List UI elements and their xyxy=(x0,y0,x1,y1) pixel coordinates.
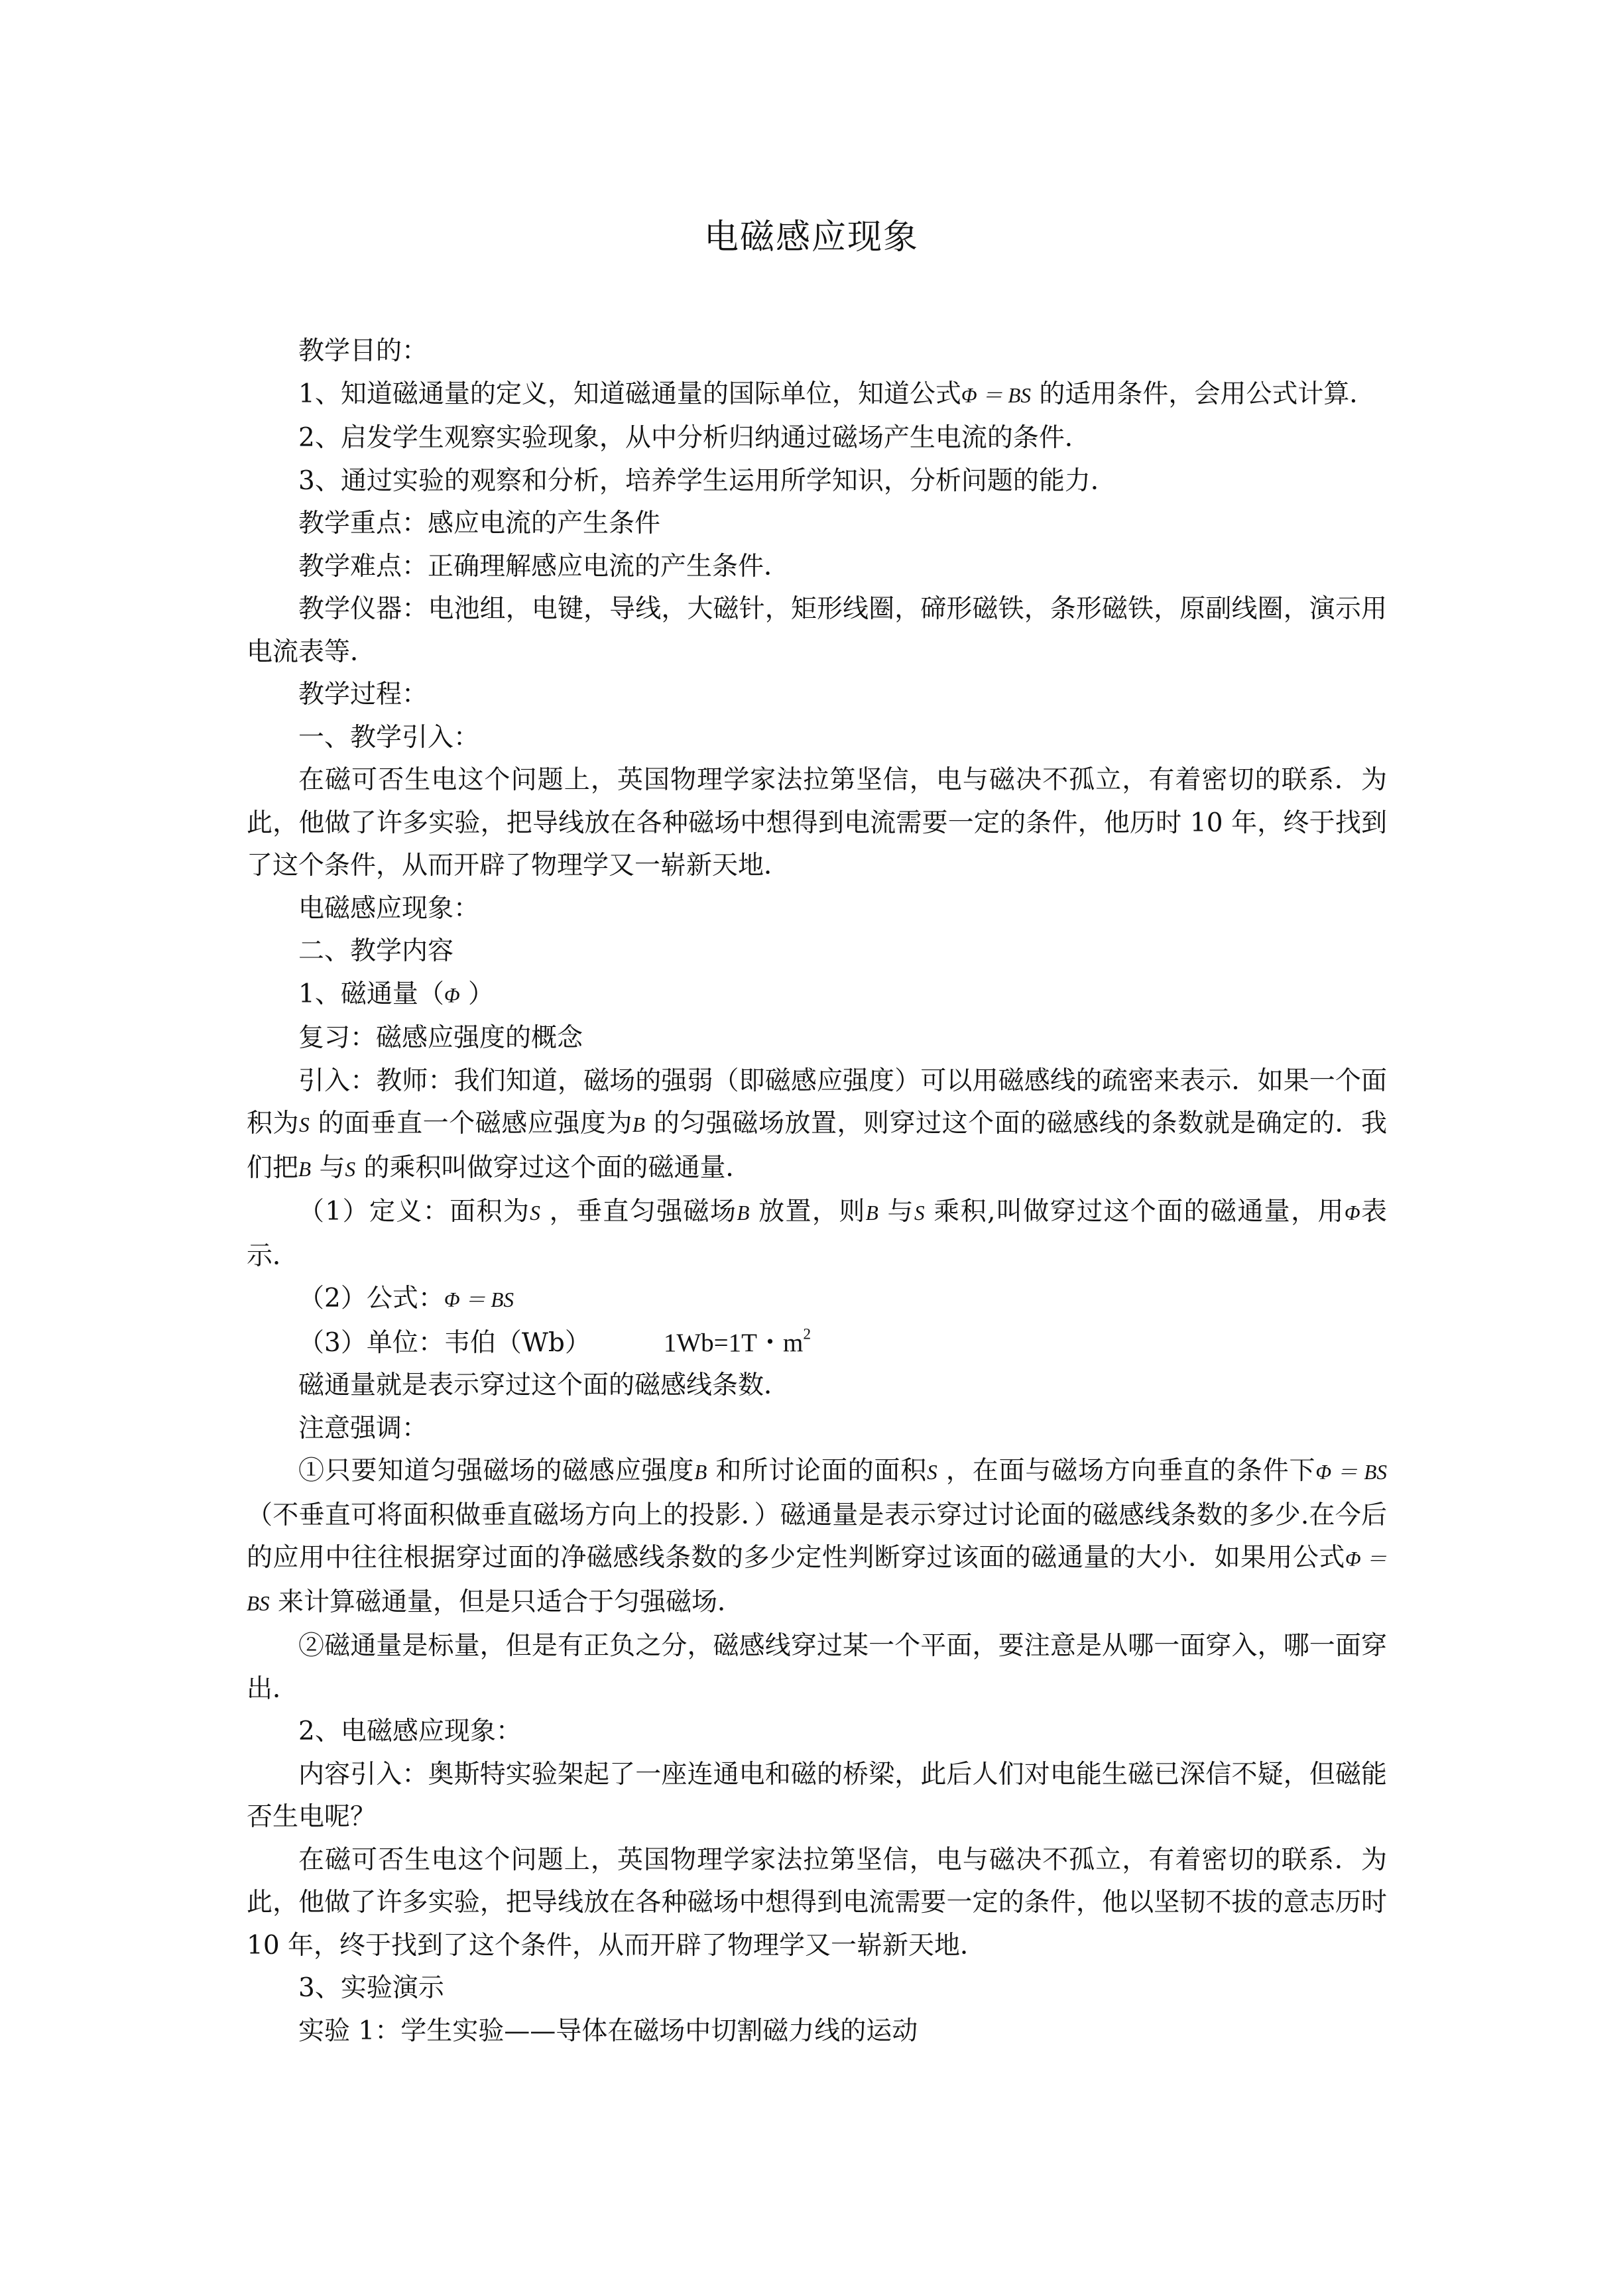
intro-paragraph: 在磁可否生电这个问题上，英国物理学家法拉第坚信，电与磁决不孤立，有着密切的联系．为此，他做了许多实验，把导线放在各种磁场中想得到电流需要一定的条件，他历时 10 年，终于找到了这个条件，从而开辟了物理学又一崭新天地． xyxy=(247,765,1387,880)
def-phi: Φ xyxy=(1344,1201,1360,1225)
def-a: （1）定义：面积为 xyxy=(298,1197,530,1227)
unit-label: （3）单位：韦伯（Wb） xyxy=(298,1327,591,1358)
em-heading: 电磁感应现象： xyxy=(298,893,480,924)
def-b2: B xyxy=(865,1201,878,1225)
demo-heading: 3、实验演示 xyxy=(298,1973,444,2003)
flux-heading-b: ） xyxy=(459,979,494,1009)
em-section-heading: 2、电磁感应现象： xyxy=(298,1717,522,1746)
definition xyxy=(247,1191,1387,1278)
review: 复习：磁感应强度的概念 xyxy=(298,1023,583,1053)
experiment-1: 实验 1：学生实验——导体在磁场中切割磁力线的运动 xyxy=(298,2016,918,2046)
lead-s2: S xyxy=(345,1157,356,1181)
aim1-text-a: 1、知道磁通量的定义，知道磁通量的国际单位，知道公式 xyxy=(298,379,961,409)
content-intro: 内容引入：奥斯特实验架起了一座连通电和磁的桥梁，此后人们对电能生磁已深信不疑，但磁能否生电呢？ xyxy=(247,1759,1387,1832)
lead-b2: B xyxy=(298,1157,312,1181)
note1-formula-1: Φ ＝ BS xyxy=(1315,1461,1387,1484)
lead-d: 与 xyxy=(311,1152,345,1183)
document-body xyxy=(247,330,1387,2053)
lead-e: 的乘积叫做穿过这个面的磁通量． xyxy=(355,1152,752,1183)
lead-c: 的匀强磁场放置，则穿过这个面的磁感线的条数就是确定的．我们把 xyxy=(247,1109,1387,1183)
lead-a: 引入：教师：我们知道，磁场的强弱（即磁感应强度）可以用磁感线的疏密来表示．如果一个面积为 xyxy=(247,1065,1387,1138)
note-2: ②磁通量是标量，但是有正负之分，磁感线穿过某一个平面，要注意是从哪一面穿入，哪一面穿出． xyxy=(247,1631,1387,1704)
unit-line xyxy=(247,1322,1387,1365)
formula: Φ ＝ BS xyxy=(444,1288,514,1311)
def-s1: S xyxy=(530,1201,540,1225)
faraday-paragraph: 在磁可否生电这个问题上，英国物理学家法拉第坚信，电与磁决不孤立，有着密切的联系．为此，他做了许多实验，把导线放在各种磁场中想得到电流需要一定的条件，他以坚韧不拔的意志历时 10 年，终于找到了这个条件，从而开辟了物理学又一崭新天地． xyxy=(247,1844,1387,1961)
note-heading: 注意强调： xyxy=(298,1413,428,1443)
note1-formula-2: Φ ＝ BS xyxy=(247,1547,1387,1615)
intro-heading: 一、教学引入： xyxy=(298,722,480,753)
def-b: ，垂直匀强磁场 xyxy=(540,1197,737,1227)
def-b1: B xyxy=(737,1201,750,1225)
note1-e: 来计算磁通量，但是只适合于匀强磁场． xyxy=(269,1587,744,1617)
difficulty: 教学难点：正确理解感应电流的产生条件． xyxy=(298,551,790,581)
flux-symbol: Φ xyxy=(444,983,460,1007)
def-d: 与 xyxy=(878,1197,914,1227)
note1-a: ①只要知道匀强磁场的磁感应强度 xyxy=(298,1456,695,1486)
aim1-text-b: 的适用条件，会用公式计算． xyxy=(1031,379,1376,409)
def-c: 放置，则 xyxy=(749,1197,866,1227)
aim-item-3: 3、通过实验的观察和分析，培养学生运用所学知识，分析问题的能力． xyxy=(298,465,1116,496)
aim1-formula: Φ ＝ BS xyxy=(961,383,1031,407)
note1-c: ，在面与磁场方向垂直的条件下 xyxy=(937,1456,1316,1486)
note1-d: （不垂直可将面积做垂直磁场方向上的投影．）磁通量是表示穿过讨论面的磁感线条数的多少.在今后的应用中往往根据穿过面的净磁感线条数的多少定性判断穿过该面的磁通量的大小．如果用公式 xyxy=(247,1500,1387,1573)
instruments: 教学仪器：电池组，电键，导线，大磁针，矩形线圈，碲形磁铁，条形磁铁，原副线圈，演示用电流表等． xyxy=(247,594,1387,667)
note1-s-symbol: S xyxy=(927,1461,937,1484)
key-point: 教学重点：感应电流的产生条件 xyxy=(298,509,661,538)
aim-item-1 xyxy=(247,373,1387,418)
flux-heading xyxy=(247,973,1387,1018)
aim-item-2: 2、启发学生观察实验现象，从中分析归纳通过磁场产生电流的条件． xyxy=(298,423,1091,453)
page-title: 电磁感应现象 xyxy=(703,217,919,257)
content-heading: 二、教学内容 xyxy=(298,936,454,966)
process-heading: 教学过程： xyxy=(298,680,428,709)
def-e: 乘积,叫做穿过这个面的磁通量，用 xyxy=(924,1197,1345,1227)
note-1 xyxy=(247,1450,1387,1625)
def-s2: S xyxy=(914,1201,925,1225)
note1-b-symbol: B xyxy=(694,1461,707,1484)
lead-s1: S xyxy=(299,1113,310,1136)
note1-b: 和所讨论面的面积 xyxy=(707,1456,928,1486)
flux-heading-a: 1、磁通量（ xyxy=(298,979,444,1009)
unit-exponent: 2 xyxy=(803,1325,812,1343)
lead-b: 的面垂直一个磁感应强度为 xyxy=(309,1109,632,1138)
formula-line xyxy=(247,1278,1387,1322)
def-f: 表示． xyxy=(247,1197,1387,1271)
flux-meaning: 磁通量就是表示穿过这个面的磁感线条数． xyxy=(298,1370,790,1400)
formula-label: （2）公式： xyxy=(298,1284,444,1313)
lead-paragraph xyxy=(247,1060,1387,1191)
lead-b1: B xyxy=(632,1113,645,1136)
unit-equation: 1Wb=1T・m xyxy=(663,1328,804,1357)
aim-heading: 教学目的： xyxy=(298,336,428,366)
